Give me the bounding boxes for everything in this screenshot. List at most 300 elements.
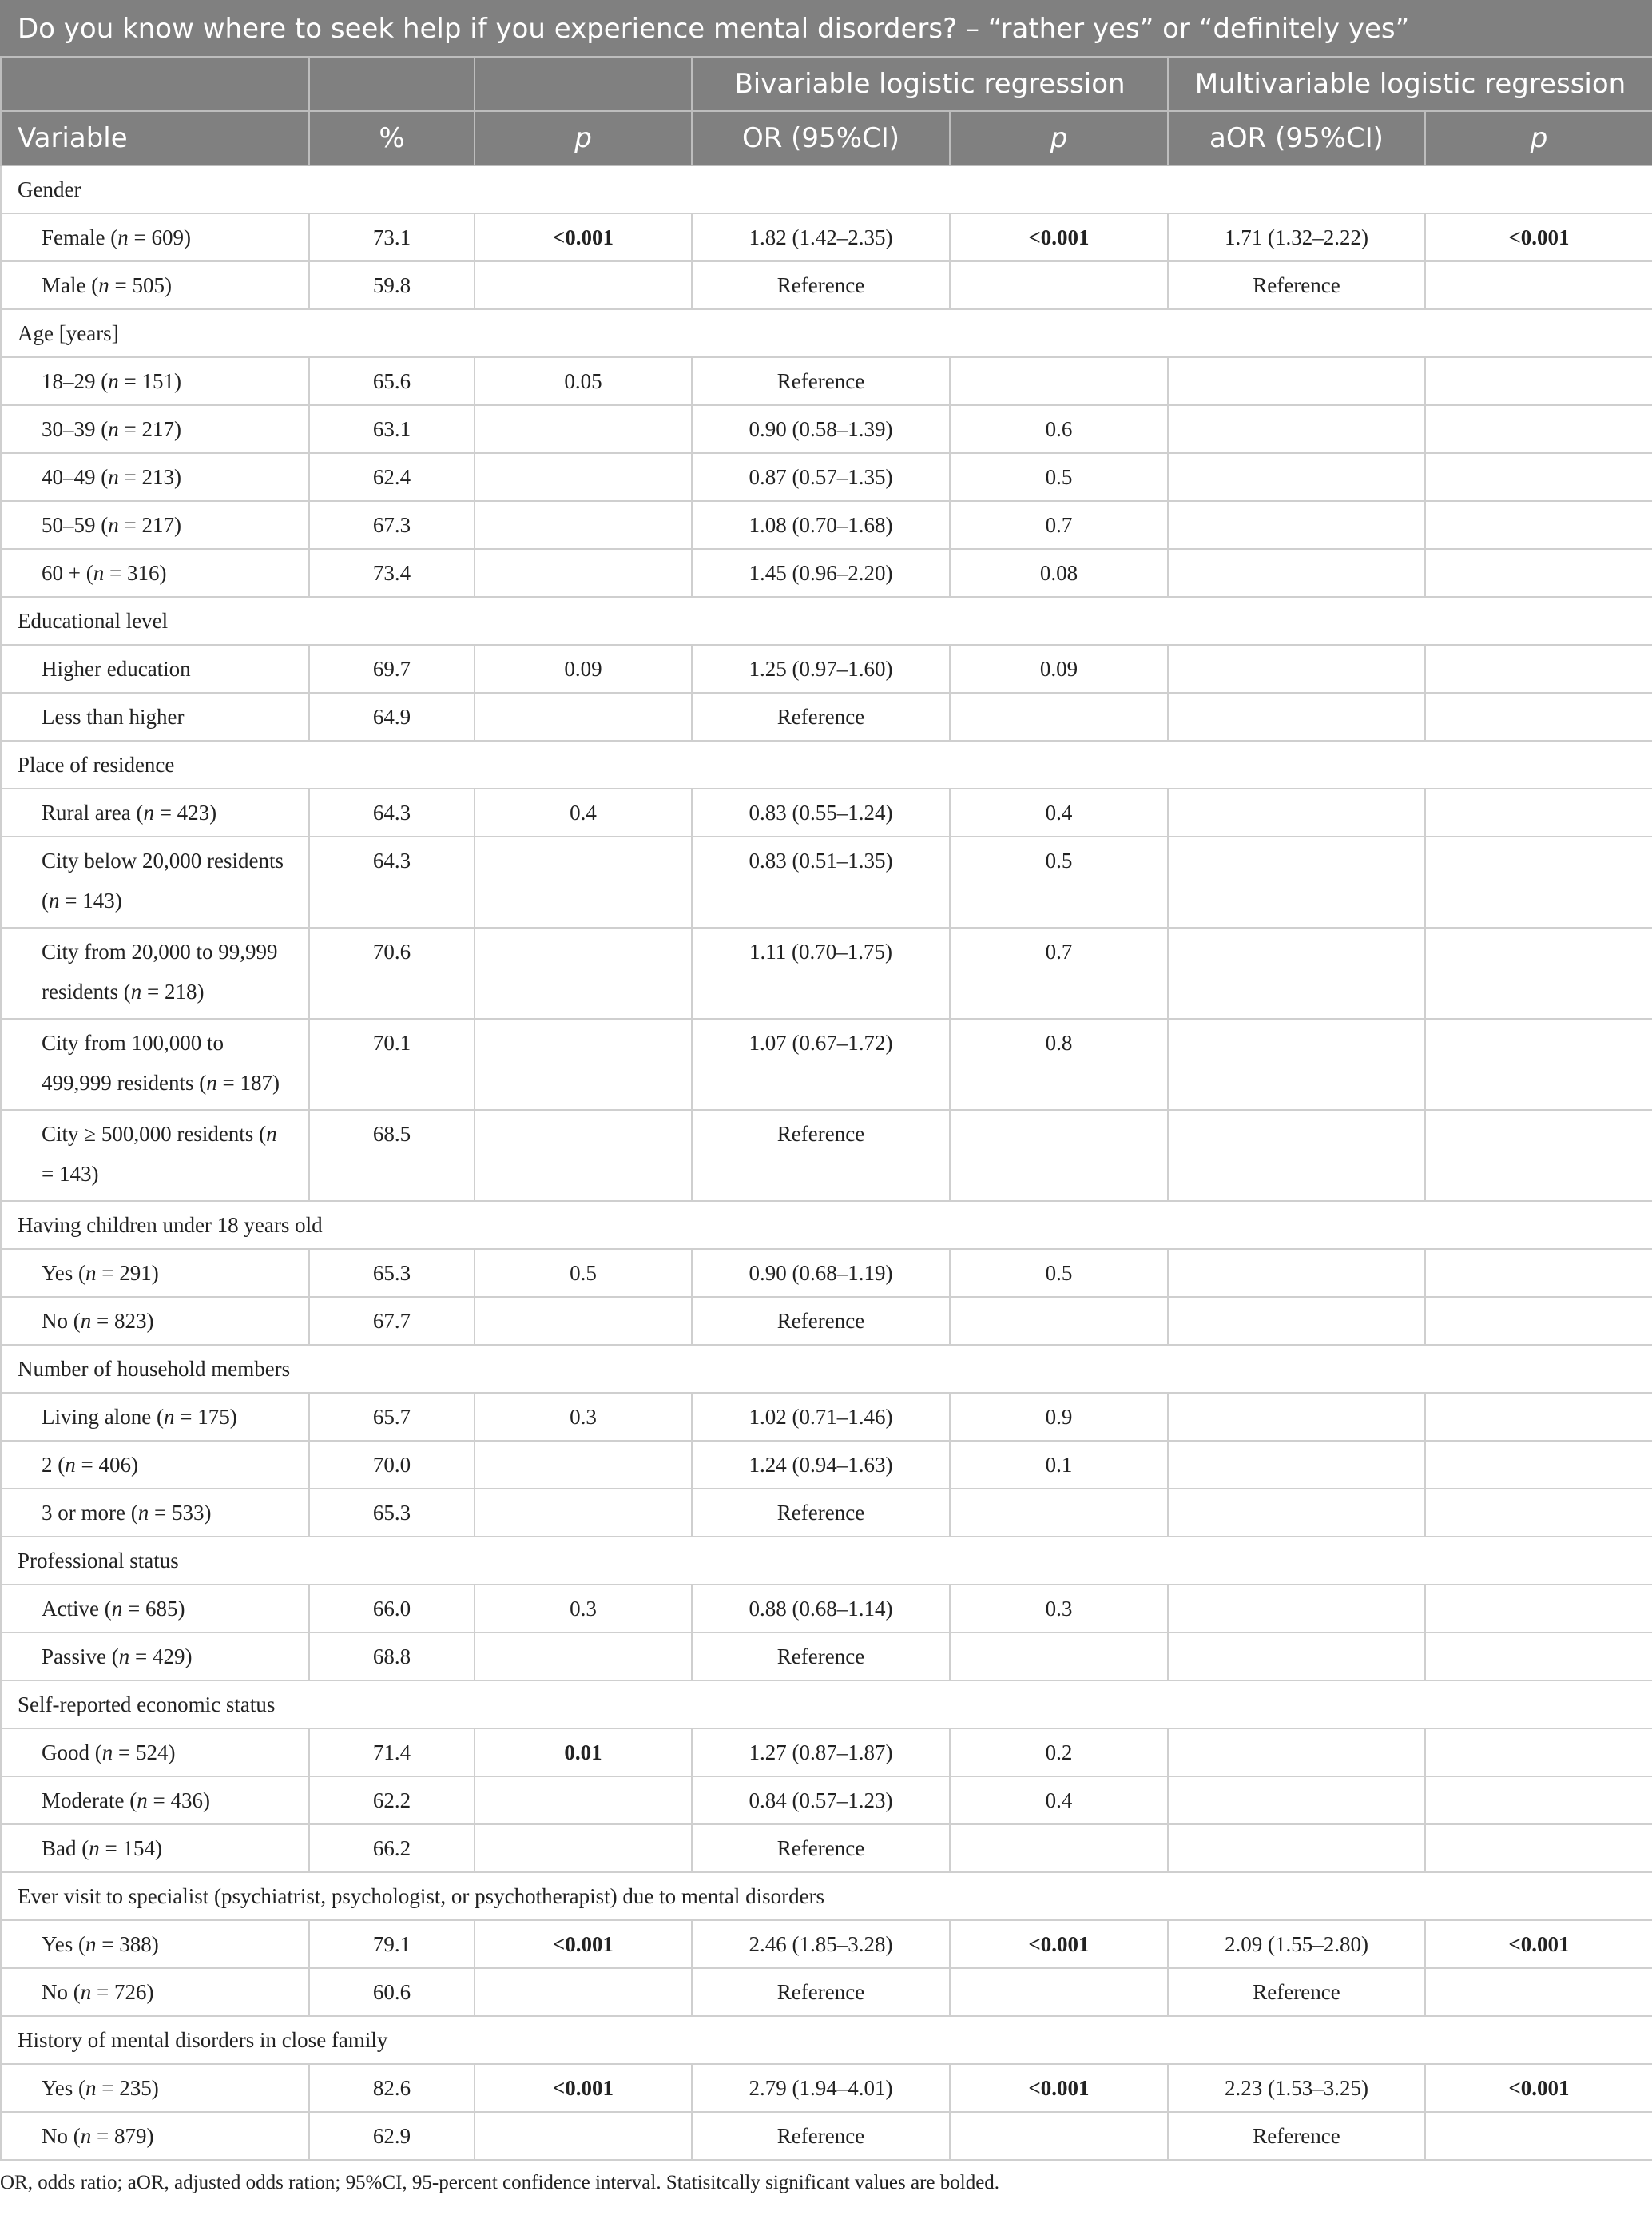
- cell-aor: [1168, 405, 1425, 453]
- cell-percent: 65.6: [309, 357, 475, 405]
- cell-percent: 70.0: [309, 1441, 475, 1489]
- cell-p-bivariable: [950, 1968, 1168, 2016]
- cell-p-multivariable: [1425, 1968, 1652, 2016]
- n-symbol: n: [65, 1452, 76, 1477]
- cell-or: 1.25 (0.97–1.60): [692, 645, 950, 693]
- row-variable: No (n = 823): [1, 1297, 309, 1345]
- n-symbol: n: [85, 1260, 97, 1285]
- row-n: 726: [113, 1979, 147, 2004]
- n-symbol: n: [108, 368, 119, 393]
- cell-or: 2.79 (1.94–4.01): [692, 2064, 950, 2112]
- cell-p: [475, 1824, 692, 1872]
- cell-p-bivariable: [950, 357, 1168, 405]
- row-n: 524: [135, 1740, 169, 1764]
- row-label: Less than higher: [42, 704, 185, 729]
- table-row: [1, 1441, 1652, 1489]
- row-n: 175: [197, 1404, 230, 1429]
- table-row: [1, 1776, 1652, 1824]
- table-row: [1, 1393, 1652, 1441]
- cell-p-multivariable: [1425, 837, 1652, 928]
- n-symbol: n: [111, 1596, 123, 1621]
- row-label: City from 100,000 to 499,999 residents: [42, 1031, 224, 1095]
- cell-percent: 69.7: [309, 645, 475, 693]
- cell-aor: [1168, 501, 1425, 549]
- row-label: Rural area: [42, 800, 131, 825]
- row-label: Yes: [42, 2075, 73, 2100]
- row-variable: 40–49 (n = 213): [1, 453, 309, 501]
- group-row: [1, 165, 1652, 213]
- cell-percent: 65.3: [309, 1249, 475, 1297]
- table-row: [1, 1824, 1652, 1872]
- cell-p-bivariable: 0.4: [950, 789, 1168, 837]
- cell-aor: [1168, 1585, 1425, 1633]
- n-symbol: n: [137, 1500, 149, 1525]
- cell-p-bivariable: 0.3: [950, 1585, 1168, 1633]
- cell-p: [475, 1776, 692, 1824]
- n-symbol: n: [118, 1644, 130, 1668]
- cell-aor: [1168, 549, 1425, 597]
- cell-aor: [1168, 1441, 1425, 1489]
- row-label: Bad: [42, 1835, 77, 1860]
- cell-p-bivariable: [950, 1633, 1168, 1680]
- cell-p: 0.01: [475, 1728, 692, 1776]
- header-p-multivariable: p: [1425, 111, 1652, 165]
- cell-p: [475, 453, 692, 501]
- header-or: OR (95%CI): [692, 111, 950, 165]
- table-row: [1, 928, 1652, 1019]
- cell-p: [475, 549, 692, 597]
- row-n: 316: [126, 560, 160, 585]
- cell-p-multivariable: [1425, 1824, 1652, 1872]
- n-symbol: n: [108, 512, 119, 537]
- row-n: 388: [119, 1931, 152, 1956]
- cell-aor: [1168, 1824, 1425, 1872]
- cell-aor: 2.09 (1.55–2.80): [1168, 1920, 1425, 1968]
- cell-p-bivariable: 0.7: [950, 501, 1168, 549]
- row-variable: 50–59 (n = 217): [1, 501, 309, 549]
- cell-p-multivariable: [1425, 1633, 1652, 1680]
- row-label: 3 or more: [42, 1500, 125, 1525]
- header-blank-1: [1, 57, 309, 111]
- n-symbol: n: [80, 2123, 92, 2148]
- row-n: 151: [141, 368, 174, 393]
- table-row: [1, 1297, 1652, 1345]
- row-label: 60 +: [42, 560, 81, 585]
- cell-percent: 62.9: [309, 2112, 475, 2160]
- row-variable: 60 + (n = 316): [1, 549, 309, 597]
- cell-percent: 62.4: [309, 453, 475, 501]
- cell-p: [475, 261, 692, 309]
- cell-or: 1.24 (0.94–1.63): [692, 1441, 950, 1489]
- cell-percent: 64.9: [309, 693, 475, 741]
- group-row: [1, 1201, 1652, 1249]
- cell-percent: 79.1: [309, 1920, 475, 1968]
- header-variable: Variable: [1, 111, 309, 165]
- group-title: History of mental disorders in close family: [1, 2016, 1652, 2064]
- cell-p-multivariable: [1425, 1019, 1652, 1110]
- group-row: [1, 2016, 1652, 2064]
- cell-p-bivariable: [950, 1824, 1168, 1872]
- n-symbol: n: [80, 1308, 92, 1333]
- row-label: Higher education: [42, 656, 191, 681]
- row-variable: Good (n = 524): [1, 1728, 309, 1776]
- row-n: 533: [171, 1500, 205, 1525]
- cell-p-bivariable: [950, 1110, 1168, 1201]
- row-label: Moderate: [42, 1788, 125, 1812]
- row-variable: [1, 693, 309, 741]
- cell-p-multivariable: [1425, 928, 1652, 1019]
- cell-p-multivariable: [1425, 693, 1652, 741]
- cell-percent: 66.2: [309, 1824, 475, 1872]
- row-label: Active: [42, 1596, 99, 1621]
- row-variable: Female (n = 609): [1, 213, 309, 261]
- row-label: Yes: [42, 1260, 73, 1285]
- n-symbol: n: [80, 1979, 92, 2004]
- cell-aor: [1168, 357, 1425, 405]
- cell-p: [475, 1968, 692, 2016]
- cell-p: [475, 1633, 692, 1680]
- cell-p: [475, 2112, 692, 2160]
- cell-p: 0.09: [475, 645, 692, 693]
- row-label: Passive: [42, 1644, 106, 1668]
- row-n: 436: [170, 1788, 203, 1812]
- cell-percent: 60.6: [309, 1968, 475, 2016]
- cell-or: Reference: [692, 1297, 950, 1345]
- cell-or: 0.88 (0.68–1.14): [692, 1585, 950, 1633]
- cell-or: 0.84 (0.57–1.23): [692, 1776, 950, 1824]
- cell-p: 0.05: [475, 357, 692, 405]
- cell-or: 1.08 (0.70–1.68): [692, 501, 950, 549]
- row-n: 235: [119, 2075, 152, 2100]
- cell-aor: [1168, 453, 1425, 501]
- table-row: [1, 693, 1652, 741]
- n-symbol: n: [93, 560, 105, 585]
- row-label: Female: [42, 225, 105, 249]
- table-row: [1, 453, 1652, 501]
- row-variable: Bad (n = 154): [1, 1824, 309, 1872]
- cell-aor: [1168, 1633, 1425, 1680]
- cell-or: 0.83 (0.51–1.35): [692, 837, 950, 928]
- cell-percent: 64.3: [309, 789, 475, 837]
- cell-p: 0.4: [475, 789, 692, 837]
- table-row: [1, 2112, 1652, 2160]
- row-n: 217: [141, 416, 174, 441]
- cell-aor: [1168, 645, 1425, 693]
- row-n: 879: [113, 2123, 147, 2148]
- table-row: [1, 1728, 1652, 1776]
- n-symbol: n: [130, 980, 142, 1004]
- cell-p-multivariable: [1425, 357, 1652, 405]
- row-variable: City ≥ 500,000 residents (n = 143): [1, 1110, 309, 1201]
- row-label: 2: [42, 1452, 53, 1477]
- cell-percent: 68.8: [309, 1633, 475, 1680]
- row-variable: Rural area (n = 423): [1, 789, 309, 837]
- cell-p-bivariable: 0.1: [950, 1441, 1168, 1489]
- cell-p-bivariable: [950, 1297, 1168, 1345]
- cell-p-bivariable: 0.2: [950, 1728, 1168, 1776]
- row-variable: Yes (n = 291): [1, 1249, 309, 1297]
- row-n: 213: [141, 464, 174, 489]
- cell-p: <0.001: [475, 1920, 692, 1968]
- row-n: 429: [152, 1644, 185, 1668]
- cell-percent: 63.1: [309, 405, 475, 453]
- row-variable: Yes (n = 388): [1, 1920, 309, 1968]
- cell-or: Reference: [692, 2112, 950, 2160]
- group-row: [1, 741, 1652, 789]
- cell-p-multivariable: [1425, 789, 1652, 837]
- cell-p-multivariable: [1425, 645, 1652, 693]
- n-symbol: n: [108, 464, 119, 489]
- row-variable: City from 100,000 to 499,999 residents (n = 187): [1, 1019, 309, 1110]
- cell-aor: [1168, 1019, 1425, 1110]
- cell-p-bivariable: 0.8: [950, 1019, 1168, 1110]
- row-n: 143: [82, 889, 115, 913]
- row-variable: 18–29 (n = 151): [1, 357, 309, 405]
- cell-aor: [1168, 1297, 1425, 1345]
- cell-p-bivariable: 0.09: [950, 645, 1168, 693]
- table-row: [1, 1019, 1652, 1110]
- row-variable: 3 or more (n = 533): [1, 1489, 309, 1537]
- table-row: [1, 789, 1652, 837]
- cell-or: 0.83 (0.55–1.24): [692, 789, 950, 837]
- cell-percent: 68.5: [309, 1110, 475, 1201]
- n-symbol: n: [85, 1931, 97, 1956]
- row-variable: 30–39 (n = 217): [1, 405, 309, 453]
- cell-aor: [1168, 1110, 1425, 1201]
- n-symbol: n: [117, 225, 129, 249]
- cell-aor: Reference: [1168, 261, 1425, 309]
- header-multivariable: Multivariable logistic regression: [1168, 57, 1652, 111]
- row-n: 143: [58, 1162, 92, 1186]
- row-n: 505: [132, 272, 165, 297]
- header-aor: aOR (95%CI): [1168, 111, 1425, 165]
- cell-p-multivariable: [1425, 1776, 1652, 1824]
- group-title: Number of household members: [1, 1345, 1652, 1393]
- cell-or: Reference: [692, 693, 950, 741]
- cell-p-bivariable: 0.5: [950, 1249, 1168, 1297]
- row-n: 291: [119, 1260, 152, 1285]
- header-blank-3: [475, 57, 692, 111]
- group-row: [1, 1537, 1652, 1585]
- group-row: [1, 309, 1652, 357]
- row-n: 609: [151, 225, 184, 249]
- cell-percent: 59.8: [309, 261, 475, 309]
- row-label: Male: [42, 272, 86, 297]
- cell-p: <0.001: [475, 213, 692, 261]
- n-symbol: n: [49, 889, 60, 913]
- group-row: [1, 1872, 1652, 1920]
- row-variable: City from 20,000 to 99,999 residents (n = 218): [1, 928, 309, 1019]
- cell-p-bivariable: 0.08: [950, 549, 1168, 597]
- cell-p: [475, 1297, 692, 1345]
- n-symbol: n: [85, 2075, 97, 2100]
- cell-aor: Reference: [1168, 1968, 1425, 2016]
- group-title: Age [years]: [1, 309, 1652, 357]
- group-row: [1, 1345, 1652, 1393]
- cell-or: 0.90 (0.58–1.39): [692, 405, 950, 453]
- row-n: 154: [122, 1835, 155, 1860]
- header-p-bivariable: p: [950, 111, 1168, 165]
- cell-p-multivariable: [1425, 1441, 1652, 1489]
- cell-percent: 70.6: [309, 928, 475, 1019]
- row-label: 40–49: [42, 464, 96, 489]
- cell-p-bivariable: 0.4: [950, 1776, 1168, 1824]
- row-label: 50–59: [42, 512, 96, 537]
- row-n: 187: [240, 1071, 272, 1095]
- cell-aor: [1168, 837, 1425, 928]
- row-variable: City below 20,000 residents (n = 143): [1, 837, 309, 928]
- cell-p: [475, 693, 692, 741]
- cell-or: 1.82 (1.42–2.35): [692, 213, 950, 261]
- cell-p: 0.3: [475, 1585, 692, 1633]
- header-percent: %: [309, 111, 475, 165]
- cell-or: 1.45 (0.96–2.20): [692, 549, 950, 597]
- cell-or: 1.11 (0.70–1.75): [692, 928, 950, 1019]
- header-p: p: [475, 111, 692, 165]
- cell-aor: 2.23 (1.53–3.25): [1168, 2064, 1425, 2112]
- cell-p-multivariable: [1425, 405, 1652, 453]
- group-row: [1, 597, 1652, 645]
- header-blank-2: [309, 57, 475, 111]
- cell-p-multivariable: [1425, 261, 1652, 309]
- table-row: [1, 1968, 1652, 2016]
- cell-p: <0.001: [475, 2064, 692, 2112]
- cell-aor: Reference: [1168, 2112, 1425, 2160]
- row-label: City below 20,000 residents: [42, 849, 284, 873]
- cell-p-bivariable: <0.001: [950, 1920, 1168, 1968]
- cell-p: [475, 501, 692, 549]
- cell-p-multivariable: [1425, 453, 1652, 501]
- table-row: [1, 645, 1652, 693]
- cell-p-multivariable: <0.001: [1425, 2064, 1652, 2112]
- cell-percent: 73.4: [309, 549, 475, 597]
- row-variable: Yes (n = 235): [1, 2064, 309, 2112]
- row-variable: No (n = 879): [1, 2112, 309, 2160]
- row-n: 685: [145, 1596, 178, 1621]
- group-row: [1, 1680, 1652, 1728]
- cell-percent: 82.6: [309, 2064, 475, 2112]
- n-symbol: n: [163, 1404, 175, 1429]
- row-label: No: [42, 1979, 68, 2004]
- group-title: Self-reported economic status: [1, 1680, 1652, 1728]
- cell-p-multivariable: <0.001: [1425, 1920, 1652, 1968]
- cell-aor: [1168, 1393, 1425, 1441]
- cell-percent: 67.3: [309, 501, 475, 549]
- row-label: 30–39: [42, 416, 96, 441]
- cell-percent: 62.2: [309, 1776, 475, 1824]
- cell-aor: [1168, 1249, 1425, 1297]
- group-title: Educational level: [1, 597, 1652, 645]
- n-symbol: n: [143, 800, 154, 825]
- n-symbol: n: [108, 416, 119, 441]
- cell-percent: 65.3: [309, 1489, 475, 1537]
- cell-p-multivariable: <0.001: [1425, 213, 1652, 261]
- row-n: 406: [98, 1452, 131, 1477]
- table-footnote: OR, odds ratio; aOR, adjusted odds ration; 95%CI, 95-percent confidence interval. Statisitcally significant values are bolded.: [0, 2172, 1000, 2193]
- row-variable: 2 (n = 406): [1, 1441, 309, 1489]
- n-symbol: n: [89, 1835, 100, 1860]
- table-body: [1, 165, 1652, 2160]
- cell-p-bivariable: 0.6: [950, 405, 1168, 453]
- row-label: Good: [42, 1740, 89, 1764]
- row-label: Yes: [42, 1931, 73, 1956]
- table-row: [1, 1920, 1652, 1968]
- row-variable: Male (n = 505): [1, 261, 309, 309]
- row-variable: No (n = 726): [1, 1968, 309, 2016]
- table-row: [1, 501, 1652, 549]
- row-label: 18–29: [42, 368, 96, 393]
- cell-aor: [1168, 928, 1425, 1019]
- cell-p-multivariable: [1425, 1393, 1652, 1441]
- row-n: 218: [164, 980, 197, 1004]
- row-variable: Moderate (n = 436): [1, 1776, 309, 1824]
- table-row: [1, 837, 1652, 928]
- table-row: [1, 1585, 1652, 1633]
- cell-p-bivariable: [950, 261, 1168, 309]
- cell-or: 1.07 (0.67–1.72): [692, 1019, 950, 1110]
- n-symbol: n: [101, 1740, 113, 1764]
- cell-or: Reference: [692, 1110, 950, 1201]
- table-row: [1, 357, 1652, 405]
- row-label: Living alone: [42, 1404, 152, 1429]
- cell-p-bivariable: [950, 2112, 1168, 2160]
- cell-aor: [1168, 1489, 1425, 1537]
- cell-p-bivariable: <0.001: [950, 213, 1168, 261]
- cell-aor: 1.71 (1.32–2.22): [1168, 213, 1425, 261]
- row-variable: Active (n = 685): [1, 1585, 309, 1633]
- cell-p-multivariable: [1425, 549, 1652, 597]
- cell-or: Reference: [692, 1968, 950, 2016]
- n-symbol: n: [98, 272, 109, 297]
- cell-p: [475, 837, 692, 928]
- cell-percent: 73.1: [309, 213, 475, 261]
- cell-p: [475, 1110, 692, 1201]
- cell-p-bivariable: 0.7: [950, 928, 1168, 1019]
- cell-or: 2.46 (1.85–3.28): [692, 1920, 950, 1968]
- cell-p-bivariable: [950, 1489, 1168, 1537]
- cell-or: 1.02 (0.71–1.46): [692, 1393, 950, 1441]
- table-row: [1, 1110, 1652, 1201]
- cell-or: Reference: [692, 1633, 950, 1680]
- table-row: [1, 549, 1652, 597]
- cell-p: [475, 1019, 692, 1110]
- cell-p: 0.3: [475, 1393, 692, 1441]
- row-n: 217: [141, 512, 174, 537]
- cell-or: 0.90 (0.68–1.19): [692, 1249, 950, 1297]
- cell-p-bivariable: 0.9: [950, 1393, 1168, 1441]
- cell-p-multivariable: [1425, 501, 1652, 549]
- table-row: [1, 1489, 1652, 1537]
- group-title: Gender: [1, 165, 1652, 213]
- row-label: City ≥ 500,000 residents: [42, 1122, 254, 1146]
- table-row: [1, 213, 1652, 261]
- cell-or: Reference: [692, 1824, 950, 1872]
- cell-p: [475, 928, 692, 1019]
- cell-p-multivariable: [1425, 1249, 1652, 1297]
- cell-p: [475, 1489, 692, 1537]
- row-variable: [1, 645, 309, 693]
- group-title: Ever visit to specialist (psychiatrist, psychologist, or psychotherapist) due to mental disorders: [1, 1872, 1652, 1920]
- cell-p-multivariable: [1425, 1728, 1652, 1776]
- table-row: [1, 1633, 1652, 1680]
- cell-p-multivariable: [1425, 2112, 1652, 2160]
- row-n: 423: [177, 800, 210, 825]
- cell-aor: [1168, 1776, 1425, 1824]
- cell-p-bivariable: 0.5: [950, 837, 1168, 928]
- group-title: Having children under 18 years old: [1, 1201, 1652, 1249]
- cell-p: 0.5: [475, 1249, 692, 1297]
- cell-p-multivariable: [1425, 1489, 1652, 1537]
